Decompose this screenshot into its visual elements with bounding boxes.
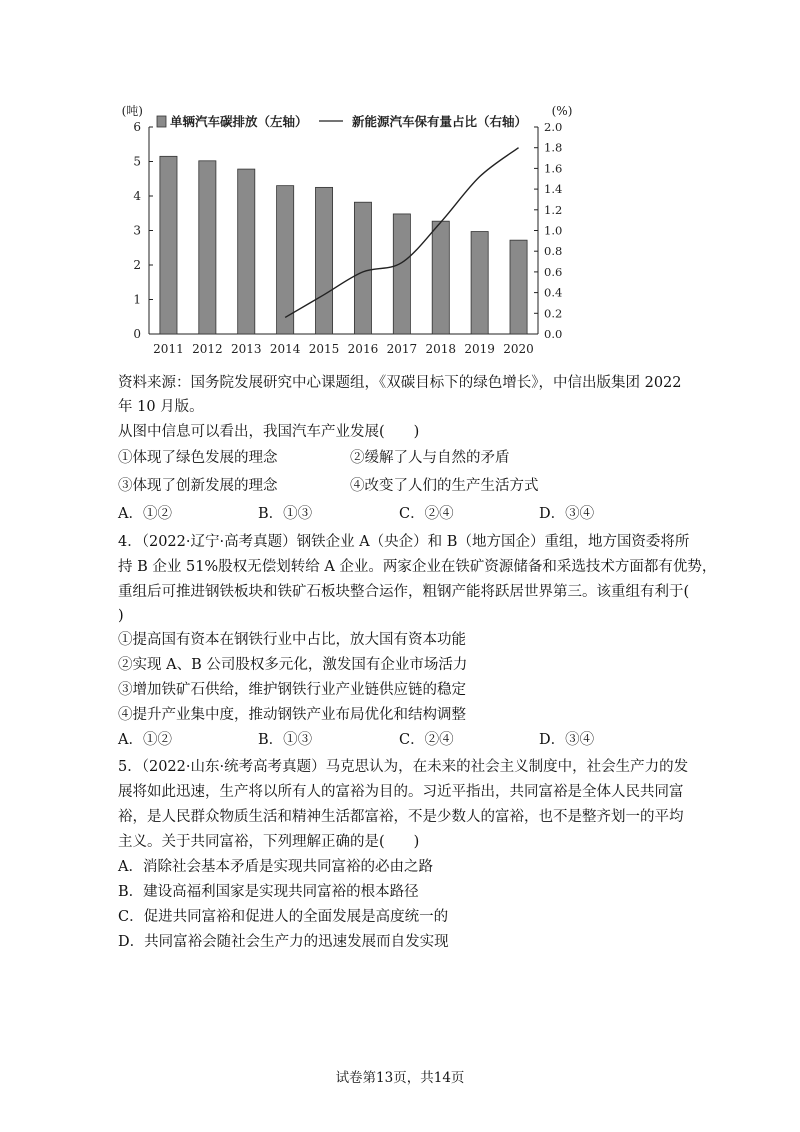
bar bbox=[393, 214, 410, 334]
q4-statement-1: ①提高国有资本在钢铁行业中占比，放大国有资本功能 bbox=[118, 632, 466, 648]
q5-option-b[interactable]: B．建设高福利国家是实现共同富裕的根本路径 bbox=[118, 884, 419, 900]
bar bbox=[471, 232, 488, 334]
bar bbox=[354, 202, 371, 334]
q5-option-a[interactable]: A．消除社会基本矛盾是实现共同富裕的必由之路 bbox=[118, 859, 433, 875]
right-tick-label: 1.2 bbox=[544, 202, 563, 217]
bar bbox=[199, 161, 216, 334]
q3-option-d[interactable]: D．③④ bbox=[539, 506, 595, 522]
right-tick-label: 0.6 bbox=[544, 264, 563, 279]
q4-stem-line-2: 持 B 企业 51%股权无偿划转给 A 企业。两家企业在铁矿资源储备和采选技术方面都有优势， bbox=[118, 559, 717, 575]
bar bbox=[432, 221, 449, 334]
q3-statement-1: ①体现了绿色发展的理念 bbox=[118, 450, 278, 466]
q4-statement-4: ④提升产业集中度，推动钢铁产业布局优化和结构调整 bbox=[118, 707, 466, 723]
q3-stem: 从图中信息可以看出，我国汽车产业发展( ) bbox=[118, 424, 420, 440]
q3-statement-4: ④改变了人们的生产生活方式 bbox=[350, 478, 539, 494]
q4-statement-3: ③增加铁矿石供给，维护钢铁行业产业链供应链的稳定 bbox=[118, 682, 466, 698]
x-tick-label: 2020 bbox=[503, 342, 534, 356]
right-tick-label: 0.4 bbox=[544, 285, 563, 300]
x-tick-label: 2012 bbox=[192, 342, 223, 356]
q4-option-c[interactable]: C．②④ bbox=[399, 732, 454, 748]
right-tick-label: 1.0 bbox=[544, 223, 563, 238]
right-tick-label: 0.8 bbox=[544, 244, 563, 259]
right-unit-label: (%) bbox=[551, 104, 573, 118]
q3-option-a[interactable]: A．①② bbox=[118, 506, 172, 522]
page-footer: 试卷第13页，共14页 bbox=[335, 1070, 465, 1086]
left-tick-label: 3 bbox=[133, 223, 141, 238]
q4-option-a[interactable]: A．①② bbox=[118, 732, 172, 748]
bar bbox=[160, 156, 177, 334]
left-tick-label: 0 bbox=[133, 327, 141, 341]
right-tick-label: 0.0 bbox=[544, 327, 563, 341]
bar bbox=[315, 187, 332, 334]
q4-stem-line-1: 4．（2022·辽宁·高考真题）钢铁企业 A（央企）和 B（地方国企）重组，地方国资委将所 bbox=[118, 534, 690, 550]
legend-bar-label: 单辆汽车碳排放（左轴） bbox=[170, 114, 308, 129]
x-tick-label: 2013 bbox=[230, 342, 262, 356]
x-tick-label: 2016 bbox=[347, 342, 379, 356]
source-line-1: 资料来源：国务院发展研究中心课题组，《双碳目标下的绿色增长》，中信出版集团 2022 bbox=[118, 375, 682, 391]
q3-option-c[interactable]: C．②④ bbox=[399, 506, 454, 522]
bar-line-chart bbox=[112, 92, 592, 362]
x-tick-label: 2015 bbox=[308, 342, 340, 356]
bar bbox=[510, 240, 527, 334]
source-line-2: 年 10 月版。 bbox=[118, 399, 204, 415]
q4-stem-line-3: 重组后可推进钢铁板块和铁矿石板块整合运作，粗钢产能将跃居世界第三。该重组有利于( bbox=[118, 584, 690, 600]
x-tick-label: 2014 bbox=[269, 342, 301, 356]
q5-option-d[interactable]: D．共同富裕会随社会生产力的迅速发展而自发实现 bbox=[118, 934, 449, 950]
q4-option-d[interactable]: D．③④ bbox=[539, 732, 595, 748]
q3-option-b[interactable]: B．①③ bbox=[258, 506, 313, 522]
bar bbox=[277, 186, 294, 334]
q5-stem-line-2: 展将如此迅速，生产将以所有人的富裕为目的。习近平指出，共同富裕是全体人民共同富 bbox=[118, 784, 684, 800]
q5-stem-line-3: 裕，是人民群众物质生活和精神生活都富裕，不是少数人的富裕，也不是整齐划一的平均 bbox=[118, 809, 684, 825]
q5-stem-line-4: 主义。关于共同富裕，下列理解正确的是( ) bbox=[118, 834, 420, 850]
right-tick-label: 0.2 bbox=[544, 306, 563, 321]
left-tick-label: 1 bbox=[133, 292, 141, 307]
right-tick-label: 2.0 bbox=[544, 120, 563, 134]
q3-statement-2: ②缓解了人与自然的矛盾 bbox=[350, 450, 510, 466]
left-tick-label: 5 bbox=[133, 154, 141, 169]
left-tick-label: 2 bbox=[133, 258, 141, 272]
right-tick-label: 1.4 bbox=[544, 182, 563, 197]
q4-stem-line-4: ) bbox=[118, 608, 124, 624]
x-tick-label: 2018 bbox=[425, 342, 457, 356]
right-tick-label: 1.8 bbox=[544, 140, 563, 155]
left-tick-label: 6 bbox=[133, 120, 141, 134]
left-tick-label: 4 bbox=[133, 189, 141, 203]
bar bbox=[238, 169, 255, 334]
x-tick-label: 2011 bbox=[153, 342, 184, 356]
q5-option-c[interactable]: C．促进共同富裕和促进人的全面发展是高度统一的 bbox=[118, 909, 449, 925]
x-tick-label: 2019 bbox=[464, 342, 495, 356]
legend-line-label: 新能源汽车保有量占比（右轴） bbox=[352, 114, 528, 129]
q4-option-b[interactable]: B．①③ bbox=[258, 732, 313, 748]
q3-statement-3: ③体现了创新发展的理念 bbox=[118, 478, 278, 494]
q4-statement-2: ②实现 A、B 公司股权多元化，激发国有企业市场活力 bbox=[118, 657, 468, 673]
legend-bar-swatch bbox=[157, 116, 166, 127]
x-tick-label: 2017 bbox=[386, 342, 418, 356]
q5-stem-line-1: 5．（2022·山东·统考高考真题）马克思认为，在未来的社会主义制度中，社会生产力的发 bbox=[118, 759, 689, 775]
left-unit-label: (吨) bbox=[121, 104, 143, 118]
right-tick-label: 1.6 bbox=[544, 161, 563, 176]
